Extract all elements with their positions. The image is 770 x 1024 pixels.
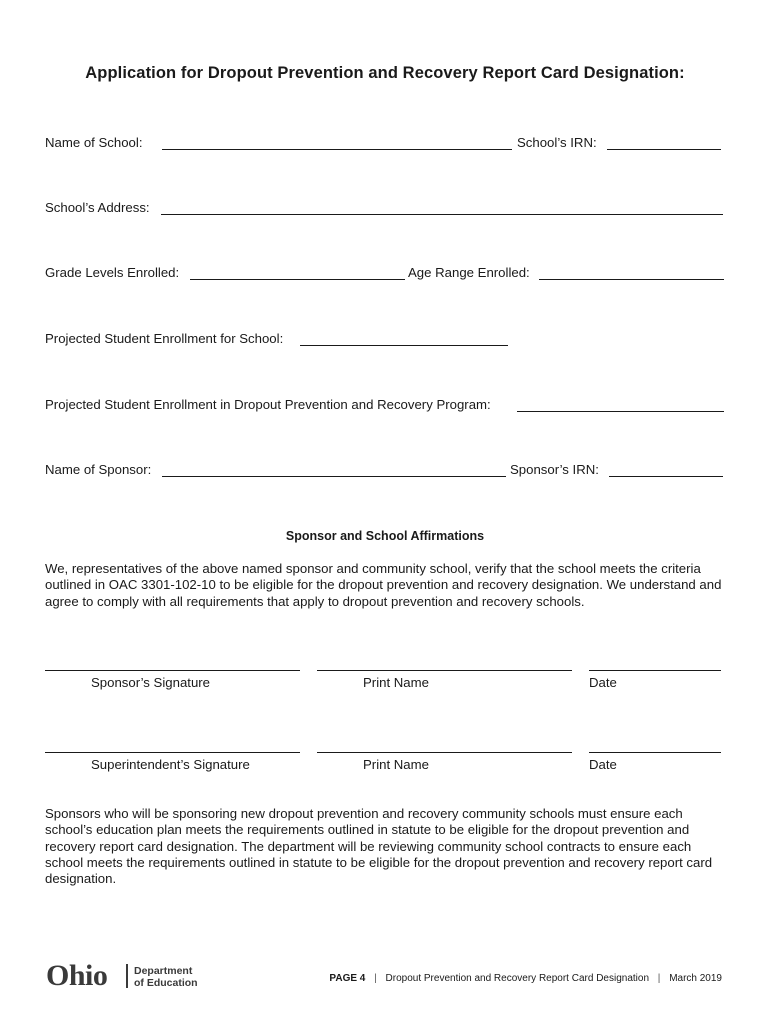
projected-program-field[interactable] (517, 397, 724, 412)
affirmations-heading: Sponsor and School Affirmations (285, 529, 485, 543)
superintendent-date-line[interactable] (589, 752, 721, 753)
sponsor-name-label: Name of Sponsor: (45, 462, 152, 477)
projected-school-label: Projected Student Enrollment for School: (45, 331, 284, 346)
sponsor-irn-label: Sponsor’s IRN: (510, 462, 599, 477)
grade-levels-label: Grade Levels Enrolled: (45, 265, 180, 280)
logo-department-text (134, 965, 198, 989)
sponsor-print-name-line[interactable] (317, 670, 572, 671)
footer-page-number: PAGE 4 (329, 973, 366, 984)
footer-info (329, 973, 722, 984)
page-title: Application for Dropout Prevention and Recovery Report Card Designation: (85, 64, 685, 82)
school-irn-label: School’s IRN: (517, 135, 597, 150)
sponsor-signature-label: Sponsor’s Signature (91, 675, 211, 690)
superintendent-print-name-label: Print Name (363, 757, 429, 772)
superintendent-print-name-line[interactable] (317, 752, 572, 753)
projected-program-label: Projected Student Enrollment in Dropout Prevention and Recovery Program: (45, 397, 491, 412)
school-irn-field[interactable] (607, 135, 721, 150)
sponsor-name-field[interactable] (162, 462, 506, 477)
logo-dept-line2: of Education (134, 977, 198, 989)
projected-school-field[interactable] (300, 331, 508, 346)
superintendent-signature-label: Superintendent’s Signature (91, 757, 250, 772)
grade-levels-field[interactable] (190, 265, 405, 280)
footer-date: March 2019 (669, 973, 722, 984)
age-range-field[interactable] (539, 265, 724, 280)
footer-doc-title: Dropout Prevention and Recovery Report Card Designation (385, 973, 650, 984)
superintendent-signature-line[interactable] (45, 752, 300, 753)
sponsor-notice-text: Sponsors who will be sponsoring new dropout prevention and recovery community schools must ensure each school’s education plan meets the requirements outlined in statute to be eligible for the dropout prevention and recovery report card designation. The department will be reviewing community school contracts to ensure each school meets the requirements outlined in statute to be eligible for the dropout prevention and recovery report card designation. (45, 806, 713, 887)
age-range-label: Age Range Enrolled: (408, 265, 530, 280)
footer-separator-1: | (374, 973, 377, 984)
logo-dept-line1: Department (134, 965, 193, 977)
sponsor-date-label: Date (589, 675, 617, 690)
sponsor-irn-field[interactable] (609, 462, 723, 477)
logo-ohio-wordmark: Ohio (46, 959, 108, 992)
school-name-field[interactable] (162, 135, 512, 150)
sponsor-signature-line[interactable] (45, 670, 300, 671)
school-address-field[interactable] (161, 200, 723, 215)
superintendent-date-label: Date (589, 757, 617, 772)
school-name-label: Name of School: (45, 135, 143, 150)
school-address-label: School’s Address: (45, 200, 150, 215)
affirmations-text: We, representatives of the above named sponsor and community school, verify that the school meets the criteria outlined in OAC 3301-102-10 to be eligible for the dropout prevention and recovery designation. We understand and agree to comply with all requirements that apply to dropout prevention and recovery schools. (45, 561, 722, 609)
sponsor-date-line[interactable] (589, 670, 721, 671)
sponsor-print-name-label: Print Name (363, 675, 429, 690)
footer-separator-2: | (657, 973, 661, 984)
logo-divider (126, 964, 128, 988)
